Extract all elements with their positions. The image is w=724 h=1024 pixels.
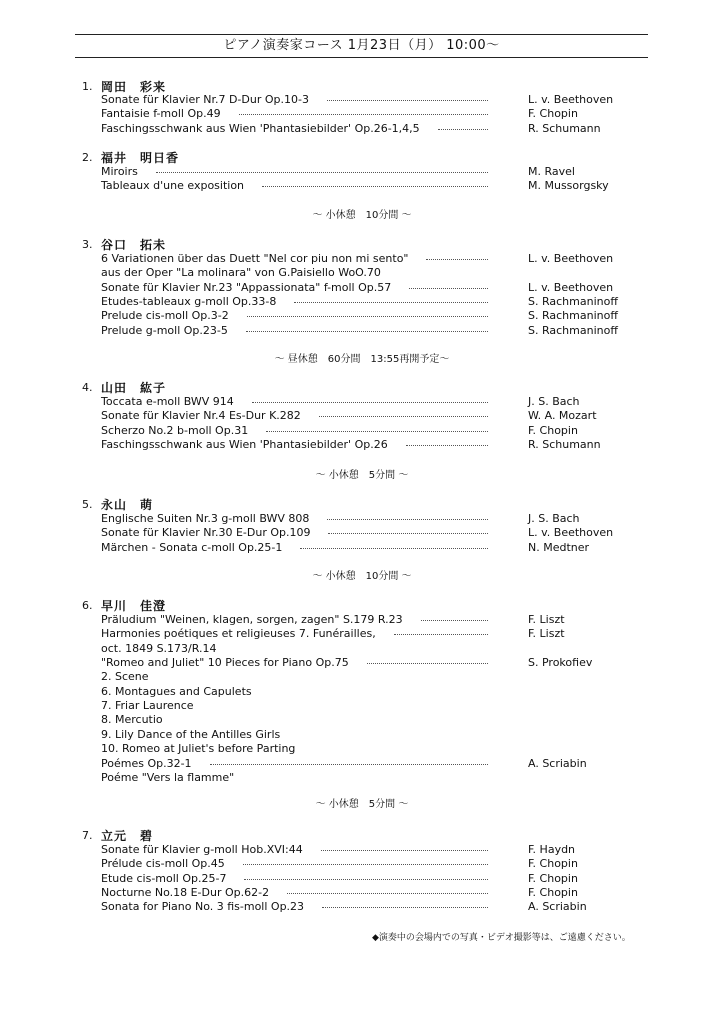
- leader-dots: [406, 445, 488, 446]
- leader-dots: [252, 402, 488, 403]
- work-title: Faschingsschwank aus Wien 'Phantasiebilder' Op.26-1,4,5: [101, 121, 420, 135]
- performer-number: 5.: [82, 498, 93, 511]
- composer-name: L. v. Beethoven: [528, 252, 614, 265]
- leader-dots: [438, 129, 488, 130]
- work-title: Miroirs: [101, 165, 138, 178]
- leader-dots: [394, 634, 488, 635]
- intermission-note: ～ 小休憩 5分間 ～: [315, 799, 409, 810]
- composer-name: F. Chopin: [528, 107, 578, 121]
- work-title: Sonate für Klavier Nr.4 Es-Dur K.282: [101, 409, 301, 423]
- work-title: Harmonies poétiques et religieuses 7. Funérailles,: [101, 627, 376, 641]
- intermission-note: ～ 小休憩 5分間 ～: [315, 470, 409, 481]
- work-title: Sonate für Klavier Nr.7 D-Dur Op.10-3: [101, 93, 309, 106]
- page-title: ピアノ演奏家コース 1月23日（月） 10:00～: [75, 34, 648, 58]
- composer-name: M. Mussorgsky: [528, 179, 609, 193]
- leader-dots: [300, 548, 488, 549]
- leader-dots: [409, 288, 488, 289]
- work-title: Märchen - Sonata c-moll Op.25-1: [101, 540, 283, 554]
- work-title: 2. Scene: [101, 670, 149, 684]
- work-title: Präludium "Weinen, klagen, sorgen, zagen" S.179 R.23: [101, 613, 403, 626]
- composer-name: A. Scriabin: [528, 900, 587, 914]
- composer-name: S. Rachmaninoff: [528, 309, 618, 323]
- work-title: Toccata e-moll BWV 914: [101, 395, 234, 408]
- work-title: Sonata for Piano No. 3 fis-moll Op.23: [101, 900, 305, 914]
- composer-name: J. S. Bach: [528, 512, 580, 525]
- leader-dots: [244, 879, 488, 880]
- work-title: 9. Lily Dance of the Antilles Girls: [101, 727, 281, 741]
- performer-number: 1.: [82, 80, 93, 93]
- composer-name: F. Chopin: [528, 886, 578, 900]
- work-title: Tableaux d'une exposition: [101, 179, 245, 193]
- photo-notice: ◆演奏中の会場内での写真・ビデオ撮影等は、ご遠慮ください。: [372, 933, 631, 943]
- performer-number: 6.: [82, 599, 93, 612]
- work-title: "Romeo and Juliet" 10 Pieces for Piano Op.75: [101, 656, 349, 670]
- work-title: Sonate für Klavier Nr.30 E-Dur Op.109: [101, 526, 311, 540]
- work-title: Scherzo No.2 b-moll Op.31: [101, 423, 249, 437]
- work-title: Etudes-tableaux g-moll Op.33-8: [101, 295, 277, 309]
- performer-name: 岡田 彩来: [101, 80, 167, 94]
- performer-number: 3.: [82, 238, 93, 251]
- performer-name: 山田 紘子: [101, 381, 167, 395]
- composer-name: M. Ravel: [528, 165, 575, 178]
- work-title: 7. Friar Laurence: [101, 699, 194, 713]
- leader-dots: [243, 864, 488, 865]
- work-title: Nocturne No.18 E-Dur Op.62-2: [101, 886, 270, 900]
- work-title: 6. Montagues and Capulets: [101, 684, 252, 698]
- leader-dots: [239, 114, 488, 115]
- performer-name: 永山 萌: [101, 498, 154, 512]
- leader-dots: [247, 316, 488, 317]
- work-title: aus der Oper "La molinara" von G.Paisiello WoO.70: [101, 266, 381, 280]
- leader-dots: [322, 907, 488, 908]
- composer-name: F. Liszt: [528, 613, 565, 626]
- composer-name: L. v. Beethoven: [528, 93, 614, 106]
- leader-dots: [367, 663, 488, 664]
- work-title: Etude cis-moll Op.25-7: [101, 871, 227, 885]
- composer-name: R. Schumann: [528, 121, 601, 135]
- leader-dots: [327, 519, 488, 520]
- leader-dots: [287, 893, 488, 894]
- composer-name: S. Rachmaninoff: [528, 323, 618, 337]
- performer-number: 7.: [82, 829, 93, 842]
- leader-dots: [421, 620, 488, 621]
- work-title: Englische Suiten Nr.3 g-moll BWV 808: [101, 512, 310, 525]
- work-title: Prelude g-moll Op.23-5: [101, 323, 228, 337]
- composer-name: S. Rachmaninoff: [528, 295, 618, 309]
- performer-number: 4.: [82, 381, 93, 394]
- leader-dots: [156, 172, 488, 173]
- composer-name: F. Chopin: [528, 857, 578, 871]
- intermission-note: ～ 小休憩 10分間 ～: [312, 571, 412, 582]
- work-title: Poéme "Vers la flamme": [101, 770, 235, 784]
- performer-name: 立元 碧: [101, 829, 154, 843]
- performer-number: 2.: [82, 151, 93, 164]
- composer-name: A. Scriabin: [528, 756, 587, 770]
- leader-dots: [426, 259, 488, 260]
- composer-name: R. Schumann: [528, 438, 601, 452]
- composer-name: N. Medtner: [528, 540, 590, 554]
- work-title: Poémes Op.32-1: [101, 756, 192, 770]
- leader-dots: [262, 186, 488, 187]
- composer-name: L. v. Beethoven: [528, 526, 614, 540]
- performer-name: 早川 佳澄: [101, 599, 167, 613]
- work-title: Prelude cis-moll Op.3-2: [101, 309, 229, 323]
- intermission-note: ～ 小休憩 10分間 ～: [312, 210, 412, 221]
- composer-name: F. Liszt: [528, 627, 565, 641]
- leader-dots: [328, 533, 488, 534]
- work-title: Fantaisie f-moll Op.49: [101, 107, 221, 121]
- leader-dots: [327, 100, 488, 101]
- leader-dots: [246, 331, 488, 332]
- leader-dots: [294, 302, 488, 303]
- work-title: 10. Romeo at Juliet's before Parting: [101, 742, 296, 756]
- composer-name: F. Haydn: [528, 843, 576, 856]
- intermission-note: ～ 昼休憩 60分間 13:55再開予定～: [274, 354, 450, 365]
- leader-dots: [210, 764, 488, 765]
- work-title: Prélude cis-moll Op.45: [101, 857, 225, 871]
- work-title: Faschingsschwank aus Wien 'Phantasiebilder' Op.26: [101, 438, 388, 452]
- composer-name: L. v. Beethoven: [528, 280, 614, 294]
- work-title: 8. Mercutio: [101, 713, 163, 727]
- work-title: 6 Variationen über das Duett "Nel cor piu non mi sento": [101, 252, 409, 265]
- composer-name: F. Chopin: [528, 423, 578, 437]
- leader-dots: [321, 850, 488, 851]
- work-title: Sonate für Klavier g-moll Hob.XVI:44: [101, 843, 303, 856]
- leader-dots: [319, 416, 488, 417]
- performer-name: 谷口 拓未: [101, 238, 167, 252]
- composer-name: S. Prokofiev: [528, 656, 593, 670]
- composer-name: J. S. Bach: [528, 395, 580, 408]
- composer-name: F. Chopin: [528, 871, 578, 885]
- composer-name: W. A. Mozart: [528, 409, 597, 423]
- work-title: Sonate für Klavier Nr.23 "Appassionata" f-moll Op.57: [101, 280, 392, 294]
- performer-name: 福井 明日香: [101, 151, 180, 165]
- work-title: oct. 1849 S.173/R.14: [101, 641, 217, 655]
- leader-dots: [266, 431, 488, 432]
